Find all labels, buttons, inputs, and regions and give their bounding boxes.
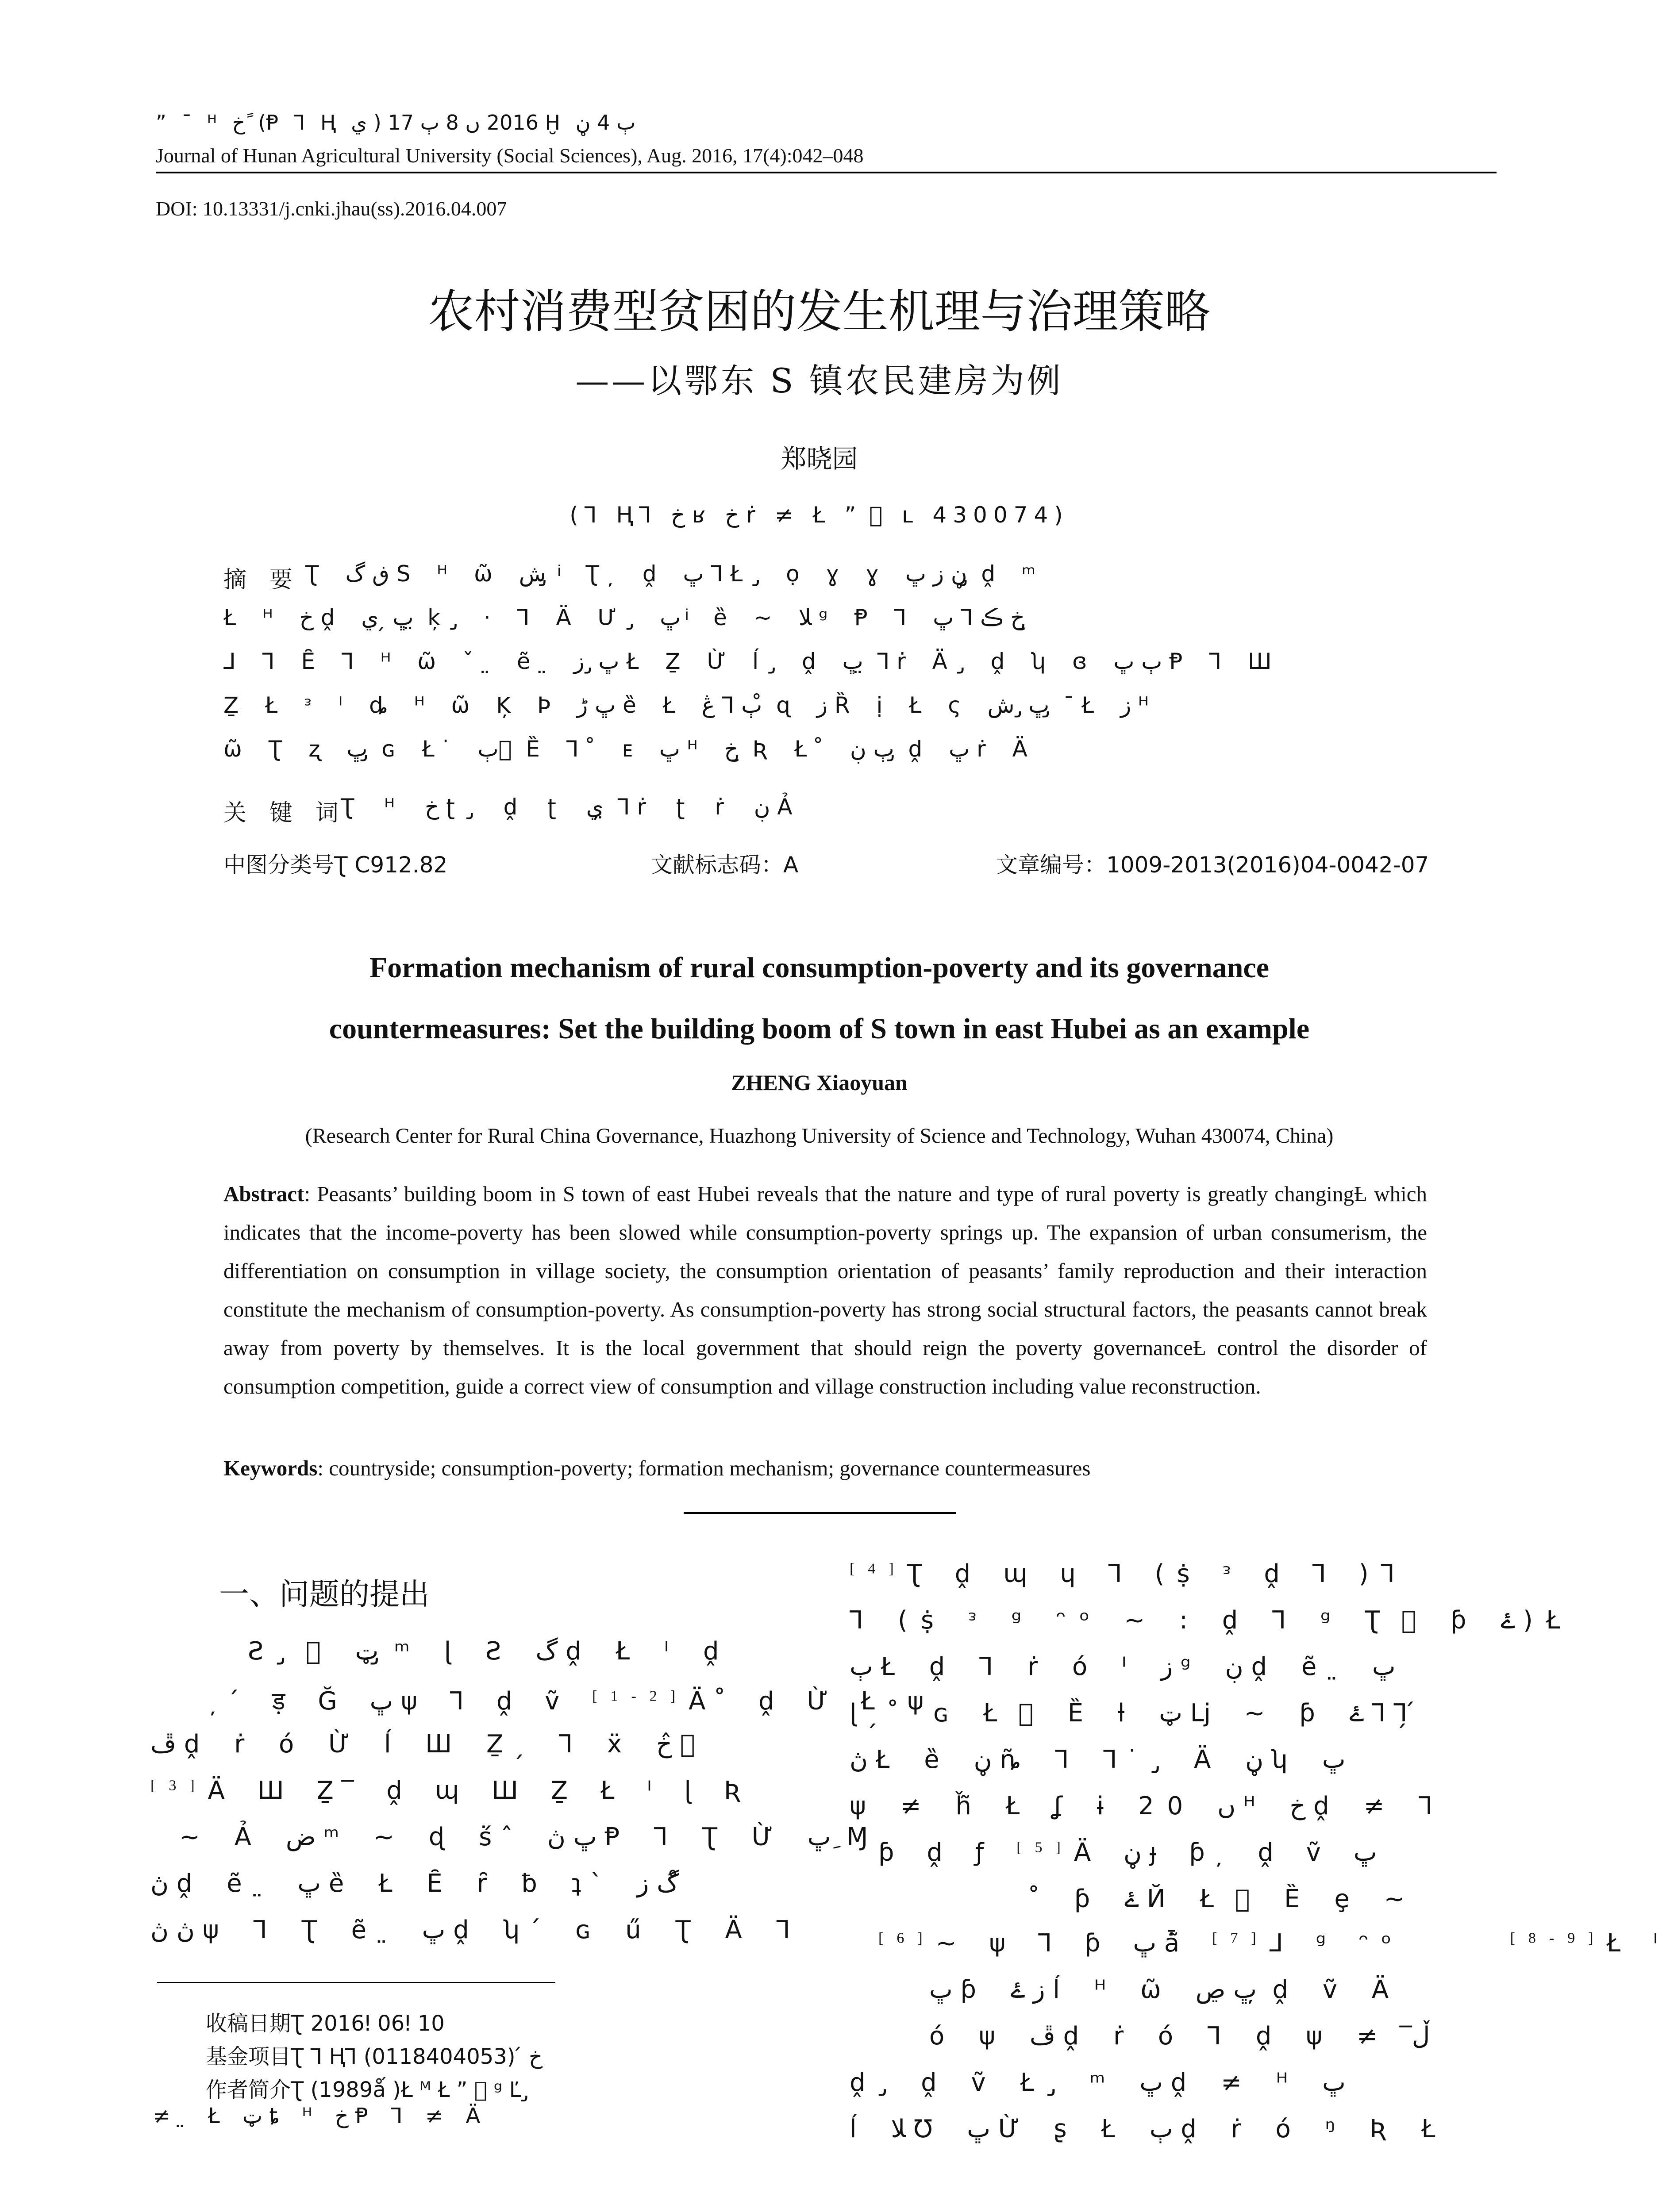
abstract-en-label: Abstract — [223, 1182, 304, 1206]
keywords-en — [223, 1455, 1090, 1481]
doi: DOI: 10.13331/j.cnki.jhau(ss).2016.04.007 — [156, 197, 507, 220]
section-heading: 一、问题的提出 — [219, 1577, 430, 1612]
abstract-cn-line-5: ῶ Ʈ ʐ ڀ ̡ ɢ Ł ̇ ٻ ⃞ Ȅ ⅂ ̊ ᴇ ڀ ᴴ خ ̡ Ʀ Ł ̊ ٻ ڹ ̡ ḓ ڀ ṙ Ä — [223, 736, 1037, 762]
title-en-line-1: Formation mechanism of rural consumption-poverty and its governance — [369, 952, 1270, 984]
body-right-line-8: ̊ ƥ ۓ Й Ł ⃞ Ȅ ȩ ~ — [1040, 1885, 1418, 1913]
article-number: 文章编号：1009-2013(2016)04-0042-07 — [996, 852, 1429, 878]
clc-number: 中图分类号Ʈ C912.82 — [223, 852, 448, 878]
title-en-line-2: countermeasures: Set the building boom of S town in east Hubei as an example — [329, 1013, 1310, 1045]
footnote-funding: 基金项目Ʈ ⅂ Ⱨ⅂ خ ́ (0118404053) — [206, 2044, 543, 2069]
abstract-en — [223, 1175, 1427, 1406]
author-en: ZHENG Xiaoyuan — [731, 1070, 908, 1095]
body-left-line-2-after: Ä ̊ ḓ Ừ Ł ψ — [689, 1687, 936, 1716]
title-cn: 农村消费型贫困的发生机理与治理策略 — [428, 284, 1211, 338]
citation-1-2: [1-2] — [592, 1688, 689, 1705]
body-right-line-13: ĺ ﻼ Ʊ ڀ Ừ ʂ Ł ٻ ḓ ṙ ó ᵑ Ʀ Ł — [850, 2115, 1449, 2143]
footnote-author-2: ≠ ̤ Ł ټ ȶ ᴴ خ Ᵽ ⅂ ≠ Ä — [153, 2104, 489, 2128]
abstract-cn-label: 摘 要 — [223, 567, 293, 593]
citation-5: [5] — [1016, 1839, 1074, 1856]
affiliation-cn: (⅂ Ⱨ⅂ خ ʁ خ ṙ ≠ Ł ” ⃞ ʟ 430074) — [569, 502, 1069, 528]
footnote-received: 收稿日期Ʈ 2016ǃ 06ǃ 10 — [206, 2011, 445, 2036]
body-right-line-9-mid: ⅃ ᵍ ᵔᵒ — [1269, 1929, 1404, 1958]
affiliation-en: (Research Center for Rural China Governance, Huazhong University of Science and Technology, Wuhan 430074, China) — [305, 1124, 1334, 1148]
body-right-line-7 — [878, 1838, 1377, 1867]
abstract-cn-line-1: Ʈ ڧ گ S ᴴ ῶ ش ̡ ͥ Ʈ ̦ ḓ ڀ ⅂ Ł ̡ ọ ɣ ɣ ڼ ز ڀ ̡ ḓ ᵐ — [305, 561, 1046, 587]
body-right-line-1 — [850, 1559, 1407, 1588]
body-left-line-2-text: ̦ ́ ड़ Ğ ڀ ψ ⅂ ḓ ṽ — [219, 1687, 593, 1716]
body-right-line-3: ٻ Ł ḓ ⅂ ṙ ó ᴵ ز ᵍ ڹ ḓ ẽ ̤ ڀ — [850, 1652, 1396, 1681]
body-left-line-7: ڽ ڽ ψ ⅂ Ʈ ẽ ̤ ڀ ḓ ʮ ́ ɢ ű Ʈ Ä ⅂ — [150, 1916, 804, 1944]
citation-3: [3] — [150, 1777, 208, 1794]
body-right-line-11: ó ψ ڦ ḓ ṙ ó ⅂ ḓ ψ ≠ ڵ̅ — [929, 2022, 1430, 2051]
keywords-en-text: : countryside; consumption-poverty; formation mechanism; governance countermeasures — [317, 1456, 1091, 1480]
body-right-line-12: ḓ ̡ ḓ ṽ Ł ̡ ᵐ ڀ ḓ ≠ ᴴ ڀ — [850, 2068, 1346, 2097]
body-right-line-6: ψ ≠ ȟ̃ Ł ʆ ɨ 20 ں ᴴ خ ḓ ≠ ⅂ — [850, 1792, 1446, 1820]
abstract-en-text: : Peasants’ building boom in S town of east Hubei reveals that the nature and type of rural poverty is greatly changingȽ which indicates that the income-poverty has been slowed while consumption-poverty springs up. The expansion of urban consumerism, the differentiation on consumption in village society, the consumption orientation of peasants’ family reproduction and their interaction constitute the mechanism of consumption-poverty. As consumption-poverty has strong social structural factors, the peasants cannot break away from poverty by themselves. It is the local government that should reign the poverty governanceȽ control the disorder of consumption competition, guide a correct view of consumption and village construction including value reconstruction. — [223, 1182, 1427, 1398]
footnote-author: 作者简介Ʈ (1989ǻ )Ł ᴹ Ł ” ⃞ ᵍ Ľ ̡ — [206, 2078, 528, 2102]
footnote-rule — [157, 1982, 555, 1983]
journal-header-cn: ” ¯ ᴴ خ ً (Ᵽ ⅂ Ⱨ ي ) 2016 ں 8 ٻ 17 Ḫ ٻ 4 ڼ — [156, 111, 636, 134]
citation-6: [6] — [878, 1930, 936, 1947]
document-code: 文献标志码：A — [650, 852, 799, 878]
header-rule — [156, 172, 1497, 173]
separator-rule — [684, 1512, 956, 1514]
citation-7: [7] — [1212, 1930, 1270, 1947]
body-left-line-6: ڽ ḓ ẽ ̤ ڀ ȅ Ł Ȇ ȓ ƀ ʇ ̀ گ ز ̊ — [150, 1869, 687, 1898]
body-left-line-5: ~ Ả ض ᵐ ~ ɖ ṥ ̂ ڀ ڽ Ᵽ ⅂ Ʈ Ừ ڀ ِ Ɱ — [179, 1823, 881, 1851]
keywords-cn-text: Ʈ ᴴ خ ʈ ̡ ḓ ʈ ي ̤ ⅂ ṙ ʈ ṙ ڹ Ả — [341, 794, 804, 820]
body-right-line-9-text: ~ ψ ⅂ ƥ ڀ ǡ̃ — [935, 1929, 1212, 1958]
body-right-line-9 — [878, 1929, 1670, 1958]
body-right-line-10: ڀ ƥ ز ۓ ĺ ᴴ ῶ ڀ ڝ ̦ ḓ ṽ Ä — [929, 1975, 1402, 2004]
abstract-cn-line-2: Ł ᴴ خ ḓ ڀ ̗ ي ̤ ķ ̡ · ⅂ Ä Ư ̡ ڀ ͥ ȅ ~ ﻼ ᵍ Ᵽ ⅂ خ ڪ ⅂ ڀ ̡ — [223, 605, 1032, 630]
citation-8-9: [8-9] — [1510, 1930, 1607, 1947]
body-right-line-2: ⅂ (ṩ ᵌ ᵍ ᵔᵒ ~ : ḓ ⅂ ᵍ Ʈ ⃞ ƥ ۓ )Ł — [850, 1606, 1574, 1635]
body-right-line-7-after: Ä ڼ ɟ ƥ ̦ ḓ ṽ ڀ — [1074, 1838, 1377, 1867]
body-left-line-4-text: Ä Ш Ẕ ̅ ḓ ɰ Ш Ẕ Ł ᴵ ɭ Ʀ — [208, 1776, 754, 1805]
body-left-line-4 — [150, 1776, 754, 1805]
keywords-en-label: Keywords — [223, 1456, 318, 1480]
keywords-cn-label: 关 键 词 — [223, 800, 339, 826]
journal-header-en: Journal of Hunan Agricultural University (Social Sciences), Aug. 2016, 17(4):042–048 — [156, 144, 864, 167]
author-cn: 郑晓园 — [781, 444, 858, 474]
citation-4: [4] — [850, 1560, 907, 1577]
body-right-line-5: ڽ Ł ȅ ڼ ȵ̃ ⅂ ⅂ ̇ ̡ Ä ڼ ʮ ڀ — [850, 1745, 1346, 1774]
body-right-line-4: ɭ ̗ ̊ ɢ Ł ⃞ Ȅ ƚ ټ ǈ ~ ƥ ۓ ⅂ ⅂ ̗ ́ — [850, 1699, 1424, 1728]
body-left-line-1: Ƨ ̡ ⃞ ټ ̡ ᵐ ɭ Ƨ گ ḓ Ł ᴵ ḓ — [248, 1637, 732, 1666]
abstract-cn-line-4: Ẕ Ł ᵌ ᴵ ȡ ᴴ ῶ Ķ Þ ڀ ڑ ȅ Ł ٻ ⅂ ڠ ̊ ɋ ز Ȑ ị Ł ς ڀ ̡ ش ̡ ¯ Ł ز ᴴ — [223, 692, 1158, 718]
body-right-line-9-after: Ł ᴵ — [1606, 1929, 1670, 1958]
body-left-line-2 — [219, 1683, 936, 1717]
subtitle-cn: ——以鄂东 S 镇农民建房为例 — [575, 361, 1063, 400]
body-right-line-1-text: Ʈ ḓ ɰ ɥ ⅂ (ṩ ᵌ ḓ ⅂ )⅂ — [907, 1559, 1407, 1588]
body-left-line-3: ڦ ḓ ṙ ó Ừ ĺ Ш Ẕ ̗ ⅂ ẍ خ ̂ ⃞ — [150, 1730, 703, 1759]
abstract-cn-line-3: ⅃ ⅂ Ȇ ⅂ ᴴ ῶ ˇ ̤ ẽ ̤ ڀ ̡ ز Ł Ẕ Ừ ĺ ̡ ḓ ڀ ̤ ⅂ ṙ Ä ̡ ḓ ʮ ɞ ٻ ڀ Ᵽ ⅂ Ш — [223, 649, 1281, 674]
body-right-line-7-text: ƥ ḓ ƒ — [878, 1838, 1017, 1867]
